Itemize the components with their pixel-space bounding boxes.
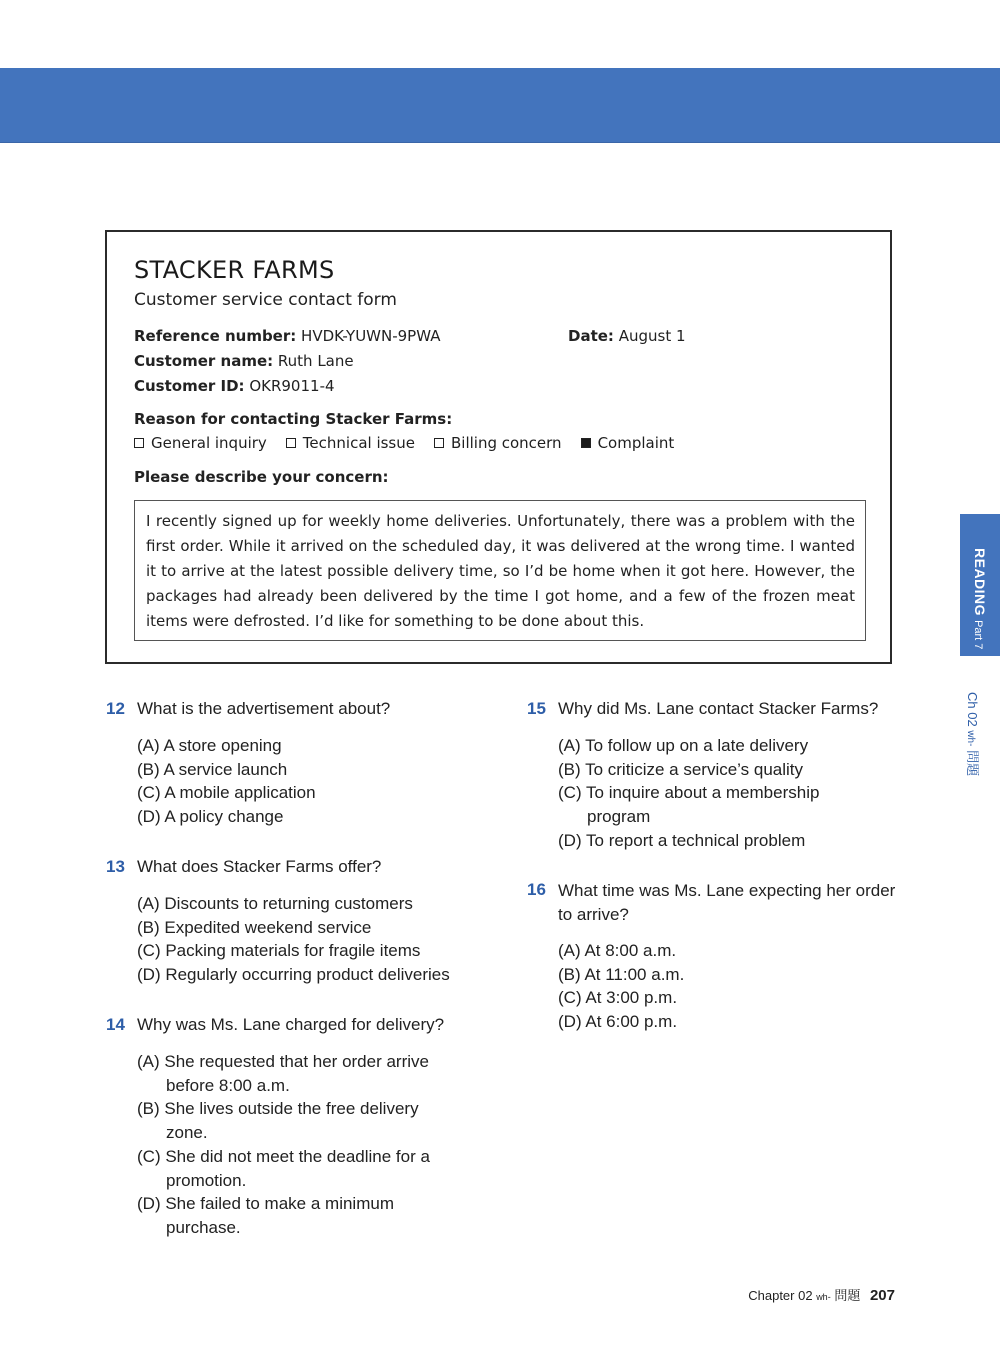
question-number: 16 (527, 880, 546, 899)
answer-options (137, 892, 482, 987)
date-label: Date: (568, 327, 614, 345)
answer-options (558, 939, 858, 1034)
checkbox-icon (434, 438, 444, 448)
customer-id-label: Customer ID: (134, 377, 245, 395)
option-d[interactable]: (D) At 6:00 p.m. (558, 1012, 678, 1032)
option-a[interactable]: (A) To follow up on a late delivery (558, 736, 809, 755)
header-band (0, 68, 1000, 143)
side-chapter: Ch 02 (965, 692, 980, 727)
option-d[interactable]: (D) A policy change (137, 807, 284, 827)
option-b[interactable]: (B) To criticize a service’s quality (558, 759, 804, 779)
customer-name-label: Customer name: (134, 352, 274, 370)
side-chapter-label (964, 692, 983, 776)
footer-topic: 問題 (834, 1288, 861, 1303)
section-label: READING (972, 548, 988, 617)
option-a[interactable]: (A) At 8:00 a.m. (558, 941, 677, 960)
reason-heading: Reason for contacting Stacker Farms: (134, 410, 453, 428)
option-c[interactable]: (C) Packing materials for fragile items (137, 941, 421, 961)
question-text: What time was Ms. Lane expecting her order to arrive? (558, 881, 896, 924)
question-number: 15 (527, 699, 546, 718)
answer-options (137, 734, 477, 829)
customer-name-field (134, 352, 354, 370)
question-number: 13 (106, 857, 125, 876)
option-c[interactable]: (C) To inquire about a membership program (558, 783, 820, 827)
option-a[interactable]: (A) A store opening (137, 736, 282, 755)
option-a[interactable]: (A) Discounts to returning customers (137, 894, 413, 913)
question-text: Why did Ms. Lane contact Stacker Farms? (558, 699, 879, 718)
option-b[interactable]: (B) Expedited weekend service (137, 917, 372, 937)
answer-options (558, 734, 858, 853)
option-d[interactable]: (D) She failed to make a minimum purchase. (137, 1194, 394, 1237)
option-b[interactable]: (B) At 11:00 a.m. (558, 964, 685, 984)
form-title: STACKER FARMS (134, 256, 335, 284)
option-d[interactable]: (D) To report a technical problem (558, 830, 806, 850)
footer-chapter: Chapter 02 (748, 1288, 813, 1303)
date-field (568, 327, 686, 345)
customer-id-field (134, 377, 335, 395)
section-side-tab (960, 514, 1000, 656)
reason-complaint[interactable]: Complaint (581, 434, 675, 452)
reference-label: Reference number: (134, 327, 297, 345)
side-wh: wh- (965, 730, 976, 747)
option-c[interactable]: (C) She did not meet the deadline for a promotion. (137, 1146, 430, 1190)
checkbox-icon (134, 438, 144, 448)
reference-field (134, 327, 441, 345)
reference-value: HVDK-YUWN-9PWA (301, 327, 441, 345)
reason-billing-concern[interactable]: Billing concern (434, 434, 562, 452)
question-text: What is the advertisement about? (137, 699, 391, 718)
footer-wh: wh- (816, 1292, 831, 1302)
checkbox-icon (286, 438, 296, 448)
option-d[interactable]: (D) Regularly occurring product deliveries (137, 965, 450, 985)
customer-name-value: Ruth Lane (277, 352, 354, 370)
describe-heading: Please describe your concern: (134, 468, 389, 486)
option-b[interactable]: (B) A service launch (137, 759, 288, 779)
option-a[interactable]: (A) She requested that her order arrive before 8:00 a.m. (137, 1052, 429, 1095)
reason-technical-issue[interactable]: Technical issue (286, 434, 415, 452)
option-c[interactable]: (C) At 3:00 p.m. (558, 988, 678, 1008)
customer-id-value: OKR9011-4 (249, 377, 335, 395)
contact-form (105, 230, 892, 664)
option-c[interactable]: (C) A mobile application (137, 783, 316, 803)
question-number: 14 (106, 1015, 125, 1034)
checked-checkbox-icon (581, 438, 591, 448)
part-label: Part 7 (972, 620, 984, 650)
answer-options (137, 1050, 449, 1240)
question-text: What does Stacker Farms offer? (137, 857, 382, 876)
date-value: August 1 (618, 327, 686, 345)
option-b[interactable]: (B) She lives outside the free delivery zone. (137, 1099, 419, 1143)
side-topic: 問題 (965, 750, 980, 777)
reason-options (134, 434, 693, 452)
reason-general-inquiry[interactable]: General inquiry (134, 434, 267, 452)
concern-text: I recently signed up for weekly home deliveries. Unfortunately, there was a problem with the first order. While it arrived on the scheduled day, it was delivered at the wrong time. I wanted it to arrive at the latest possible delivery time, so I’d be home when it got here. However, the packages had already been delivered by the time I got home, and a few of the frozen meat items were defrosted. I’d like for something to be done about this. (134, 500, 866, 641)
page-number: 207 (869, 1287, 895, 1304)
form-subtitle: Customer service contact form (134, 290, 397, 310)
question-number: 12 (106, 699, 125, 718)
question-text: Why was Ms. Lane charged for delivery? (137, 1015, 445, 1034)
page-footer (748, 1285, 895, 1304)
